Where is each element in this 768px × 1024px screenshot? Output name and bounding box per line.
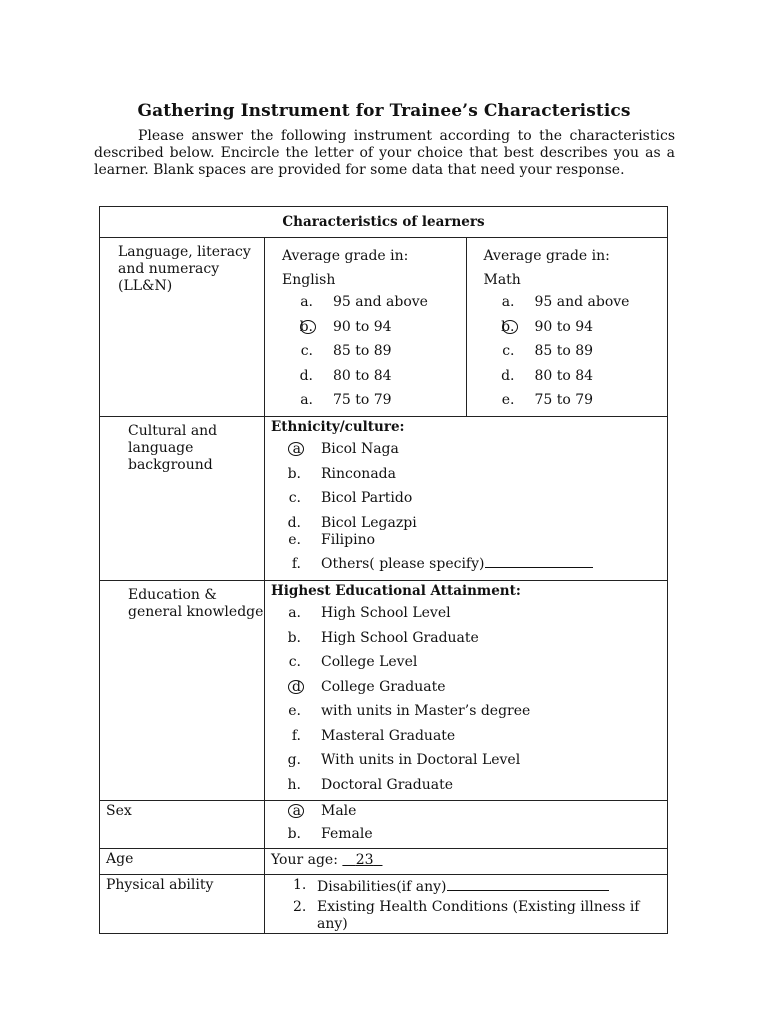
row-label-cell — [100, 238, 265, 417]
option-item[interactable] — [501, 317, 668, 342]
option-text: 75 to 79 — [534, 392, 594, 408]
option-text: Bicol Legazpi — [321, 514, 417, 531]
selected-circle-mark — [288, 442, 304, 456]
option-text: 85 to 89 — [333, 343, 392, 359]
english-subject: English — [282, 272, 336, 288]
option-text: 75 to 79 — [333, 392, 392, 408]
option-letter: a. — [300, 294, 313, 310]
cultural-label: Cultural and language background — [128, 423, 218, 473]
selected-circle-mark — [288, 680, 304, 694]
physical-item-disabilities — [265, 877, 667, 896]
option-letter: a. — [501, 294, 515, 310]
option-item[interactable] — [287, 801, 667, 824]
selected-circle-mark — [300, 320, 316, 334]
item-text: Disabilities(if any) — [317, 879, 447, 895]
row-label-cell — [100, 875, 265, 934]
english-heading: Average grade in: — [282, 248, 409, 264]
option-text: Doctoral Graduate — [321, 776, 453, 793]
row-lln — [100, 238, 668, 417]
option-item[interactable] — [287, 750, 667, 775]
option-letter: c. — [288, 490, 301, 506]
option-letter: b. — [299, 318, 313, 335]
math-subject: Math — [483, 272, 521, 288]
option-text: 85 to 89 — [534, 343, 594, 359]
instructions-paragraph — [94, 128, 675, 179]
english-grade-column — [265, 238, 467, 416]
sex-label: Sex — [106, 803, 132, 819]
option-item[interactable] — [299, 317, 466, 342]
instructions-text: Please answer the following instrument according to the characteristics described below. Encircle the letter of your choice that best describes you as a learner. Blank spaces are provided for some data that need your response. — [94, 128, 675, 178]
age-answer-cell — [265, 849, 668, 875]
option-item[interactable] — [501, 390, 668, 415]
option-text: College Level — [321, 654, 418, 670]
option-text: Others( please specify) — [321, 554, 593, 574]
age-value: 23 — [355, 852, 374, 868]
option-text: Male — [321, 803, 357, 819]
option-text: Filipino — [321, 531, 376, 548]
option-item[interactable] — [287, 652, 667, 677]
item-number: 2. — [293, 899, 307, 915]
option-text: College Graduate — [321, 678, 446, 695]
age-value-field[interactable] — [342, 852, 382, 868]
education-label: Education & general knowledge — [128, 587, 264, 620]
option-item[interactable] — [299, 390, 466, 415]
option-item[interactable] — [501, 292, 668, 317]
option-item[interactable] — [287, 439, 667, 464]
option-letter: c. — [288, 654, 301, 670]
education-options — [265, 599, 667, 799]
option-item[interactable] — [501, 366, 668, 391]
option-text: 90 to 94 — [333, 318, 392, 335]
age-label: Age — [106, 851, 134, 867]
math-grade-column — [467, 238, 668, 416]
option-text: 95 and above — [333, 294, 428, 310]
option-letter: d. — [501, 367, 515, 384]
ethnicity-subheading: Ethnicity/culture: — [271, 419, 405, 435]
cultural-answer-cell — [265, 417, 668, 581]
education-subheading: Highest Educational Attainment: — [271, 583, 521, 599]
option-text: 80 to 84 — [333, 367, 392, 384]
option-letter: d. — [299, 367, 313, 384]
row-education — [100, 581, 668, 801]
option-item[interactable] — [287, 603, 667, 628]
option-letter: d — [292, 678, 301, 695]
row-cultural — [100, 417, 668, 581]
physical-item-health — [265, 899, 667, 933]
option-letter: e. — [501, 392, 515, 408]
option-item[interactable] — [287, 677, 667, 702]
option-item[interactable] — [287, 530, 667, 555]
option-letter: a. — [288, 605, 301, 621]
option-item[interactable] — [287, 488, 667, 513]
option-text: Female — [321, 826, 373, 842]
row-label-cell — [100, 581, 265, 801]
option-letter: d. — [287, 514, 301, 531]
option-letter: a. — [300, 392, 313, 408]
option-letter: a — [292, 803, 301, 819]
row-age — [100, 849, 668, 875]
option-letter: c. — [502, 343, 515, 359]
selected-circle-mark — [288, 804, 304, 818]
lln-label: Language, literacy and numeracy (LL&N) — [118, 244, 251, 294]
item-number: 1. — [293, 877, 307, 893]
option-text: 80 to 84 — [534, 367, 594, 384]
option-letter: e. — [288, 531, 301, 548]
physical-label: Physical ability — [106, 877, 214, 893]
option-letter: f. — [291, 727, 301, 744]
option-item[interactable] — [287, 824, 667, 847]
selected-circle-mark — [502, 320, 518, 334]
physical-answer-cell — [265, 875, 668, 934]
option-text: Masteral Graduate — [321, 727, 456, 744]
option-letter: b. — [287, 465, 301, 482]
option-letter: b. — [501, 318, 515, 335]
option-letter: b. — [287, 629, 301, 646]
option-item[interactable] — [287, 775, 667, 800]
option-item[interactable] — [287, 554, 667, 579]
option-letter: g. — [287, 752, 301, 768]
option-item[interactable] — [299, 292, 466, 317]
math-heading: Average grade in: — [483, 248, 610, 264]
option-text: with units in Master’s degree — [321, 703, 531, 719]
option-letter: c. — [300, 343, 313, 359]
math-options — [467, 292, 668, 415]
option-letter: f. — [291, 556, 301, 572]
disabilities-blank-field[interactable] — [447, 877, 609, 891]
option-text: Rinconada — [321, 465, 396, 482]
others-specify-blank-field[interactable] — [485, 554, 593, 568]
age-prompt: Your age: — [271, 852, 338, 868]
option-text: Bicol Partido — [321, 490, 413, 506]
sex-answer-cell — [265, 801, 668, 849]
document-title: Gathering Instrument for Trainee’s Characteristics — [137, 101, 631, 121]
education-answer-cell — [265, 581, 668, 801]
option-letter: e. — [288, 703, 301, 719]
option-text: High School Graduate — [321, 629, 479, 646]
sex-options — [265, 801, 667, 847]
option-item[interactable] — [287, 726, 667, 751]
option-text: High School Level — [321, 605, 451, 621]
option-text: 90 to 94 — [534, 318, 594, 335]
option-text: With units in Doctoral Level — [321, 752, 521, 768]
option-item[interactable] — [287, 464, 667, 489]
row-label-cell — [100, 417, 265, 581]
option-letter: h. — [287, 776, 301, 793]
option-item[interactable] — [287, 513, 667, 530]
characteristics-table — [99, 206, 668, 934]
option-item[interactable] — [299, 366, 466, 391]
option-letter: b. — [287, 826, 301, 842]
item-text: Existing Health Conditions (Existing illness if any) — [317, 899, 640, 932]
option-item[interactable] — [287, 701, 667, 726]
row-physical — [100, 875, 668, 934]
ethnicity-options — [265, 435, 667, 579]
row-label-cell — [100, 849, 265, 875]
row-label-cell — [100, 801, 265, 849]
option-text: Bicol Naga — [321, 441, 399, 457]
row-sex — [100, 801, 668, 849]
lln-answer-cell — [265, 238, 668, 417]
option-item[interactable] — [299, 341, 466, 366]
option-text: 95 and above — [534, 294, 630, 310]
option-item[interactable] — [287, 628, 667, 653]
table-header: Characteristics of learners — [100, 207, 668, 238]
option-item[interactable] — [501, 341, 668, 366]
option-letter: a — [292, 441, 301, 457]
english-options — [265, 292, 466, 415]
